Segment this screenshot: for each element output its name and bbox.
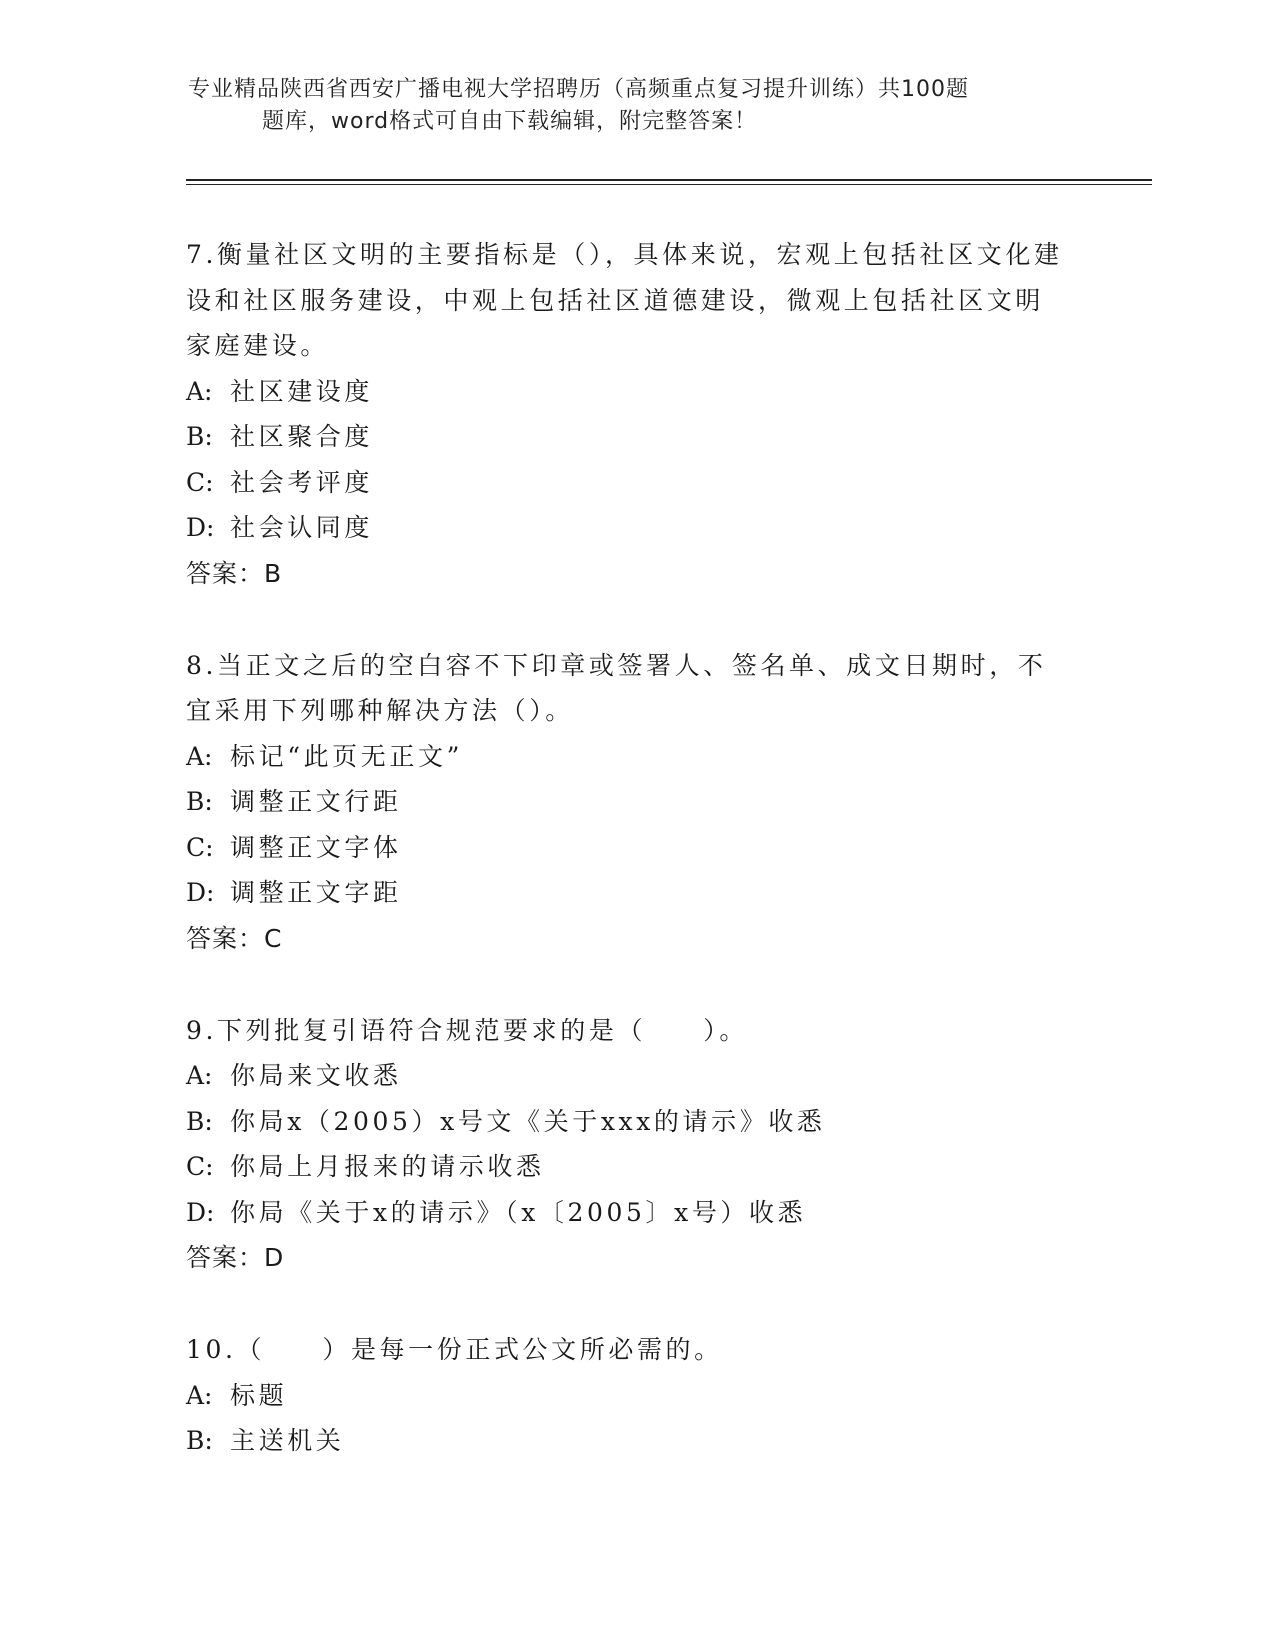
option-text: 社会考评度 — [230, 467, 374, 497]
option-label: B: — [186, 422, 213, 451]
question-10 — [186, 1327, 1066, 1464]
option-label: A: — [186, 376, 213, 406]
option-c — [186, 460, 1066, 506]
answer: 答案：C — [186, 923, 283, 953]
option-a — [186, 369, 1066, 415]
question-text: 9.下列批复引语符合规范要求的是（ ）。 — [186, 1015, 748, 1045]
option-label: A: — [186, 1380, 213, 1410]
option-d — [186, 870, 1066, 916]
header-title-line-2: 题库，word格式可自由下载编辑，附完整答案！ — [262, 109, 758, 134]
question-text: 8.当正文之后的空白容不下印章或签署人、签名单、成文日期时，不宜采用下列哪种解决方法（）。 — [186, 650, 1047, 725]
option-text: 你局《关于x的请示》（x〔2005〕x号）收悉 — [230, 1197, 807, 1227]
option-label: D: — [186, 1197, 215, 1227]
option-c — [186, 825, 1066, 871]
option-label: C: — [186, 467, 214, 497]
option-text: 你局上月报来的请示收悉 — [230, 1152, 545, 1181]
option-d — [186, 1190, 1066, 1236]
question-list — [186, 232, 1066, 1510]
option-text: 标题 — [230, 1380, 288, 1410]
option-label: C: — [186, 832, 214, 862]
document-header — [188, 74, 1048, 138]
option-label: D: — [186, 878, 215, 907]
option-label: A: — [186, 1061, 213, 1090]
question-9 — [186, 1008, 1066, 1282]
option-b — [186, 1418, 1066, 1464]
option-text: 调整正文行距 — [230, 787, 402, 816]
question-text: 10.（ ）是每一份正式公文所必需的。 — [186, 1335, 723, 1364]
option-text: 你局来文收悉 — [230, 1061, 402, 1090]
header-title-line-1: 专业精品陕西省西安广播电视大学招聘历（高频重点复习提升训练）共100题 — [188, 77, 969, 102]
option-d — [186, 505, 1066, 551]
option-text: 标记“此页无正文” — [230, 741, 463, 771]
option-label: A: — [186, 741, 213, 771]
option-text: 社会认同度 — [230, 513, 374, 542]
option-text: 你局x（2005）x号文《关于xxx的请示》收悉 — [230, 1106, 826, 1136]
option-label: B: — [186, 787, 213, 816]
option-c — [186, 1144, 1066, 1190]
option-a — [186, 1373, 1066, 1419]
option-text: 调整正文字距 — [230, 878, 402, 907]
option-a — [186, 1053, 1066, 1099]
question-7 — [186, 232, 1066, 597]
answer: 答案：B — [186, 558, 283, 588]
header-divider-thick — [186, 179, 1152, 181]
option-text: 调整正文字体 — [230, 832, 402, 862]
option-a — [186, 734, 1066, 780]
option-b — [186, 1099, 1066, 1145]
option-b — [186, 414, 1066, 460]
header-divider-thin — [186, 184, 1152, 185]
option-text: 社区聚合度 — [230, 422, 374, 451]
answer: 答案：D — [186, 1243, 285, 1272]
option-label: D: — [186, 513, 215, 542]
option-label: B: — [186, 1106, 213, 1136]
option-label: C: — [186, 1152, 214, 1181]
option-b — [186, 779, 1066, 825]
question-8 — [186, 643, 1066, 962]
option-text: 主送机关 — [230, 1426, 345, 1455]
option-text: 社区建设度 — [230, 376, 374, 406]
option-label: B: — [186, 1426, 213, 1455]
question-text: 7.衡量社区文明的主要指标是（），具体来说，宏观上包括社区文化建设和社区服务建设，中观上包括社区道德建设，微观上包括社区文明家庭建设。 — [186, 240, 1063, 360]
